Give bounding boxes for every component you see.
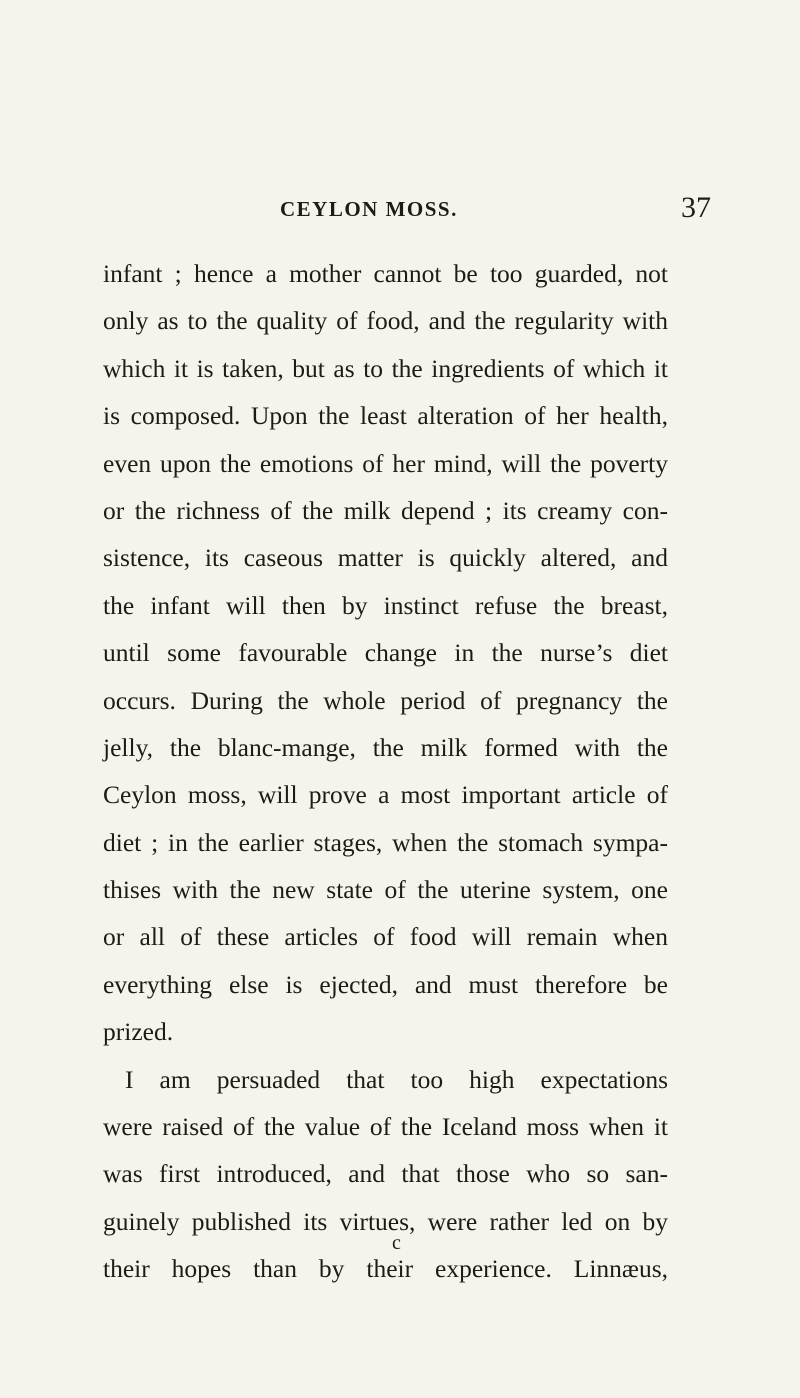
text-line: thises with the new state of the uterine system, one	[103, 875, 668, 905]
text-line: guinely published its virtues, were rather led on by	[103, 1206, 668, 1236]
text-line: or all of these articles of food will remain when	[103, 922, 668, 952]
text-line: diet ; in the earlier stages, when the stomach sympa-	[103, 827, 668, 857]
text-line: even upon the emotions of her mind, will the poverty	[103, 448, 668, 478]
running-title: CEYLON MOSS.	[280, 197, 458, 221]
text-line: jelly, the blanc-mange, the milk formed with the	[103, 732, 668, 762]
text-line: occurs. During the whole period of pregnancy the	[103, 685, 668, 715]
page-number: 37	[681, 191, 711, 224]
text-line: their hopes than by their experience. Linnæus,	[103, 1254, 668, 1284]
text-line: until some favourable change in the nurse’s diet	[103, 638, 668, 668]
text-line: prized.	[103, 1017, 174, 1047]
text-line: was first introduced, and that those who so san-	[103, 1159, 668, 1189]
text-line: I am persuaded that too high expectations	[125, 1064, 668, 1094]
text-line: the infant will then by instinct refuse the breast,	[103, 590, 668, 620]
text-line: which it is taken, but as to the ingredients of which it	[103, 353, 668, 383]
page-header	[0, 191, 800, 237]
signature-mark: c	[392, 1232, 401, 1254]
text-line: only as to the quality of food, and the regularity with	[103, 306, 668, 336]
body-text	[103, 250, 668, 1293]
text-line: is composed. Upon the least alteration of her health,	[103, 401, 668, 431]
text-line: sistence, its caseous matter is quickly altered, and	[103, 543, 668, 573]
text-line: infant ; hence a mother cannot be too guarded, not	[103, 259, 668, 288]
text-line: were raised of the value of the Iceland moss when it	[103, 1112, 668, 1142]
text-line: everything else is ejected, and must therefore be	[103, 969, 668, 999]
text-line: or the richness of the milk depend ; its creamy con-	[103, 495, 668, 525]
text-line: Ceylon moss, will prove a most important article of	[103, 780, 668, 810]
